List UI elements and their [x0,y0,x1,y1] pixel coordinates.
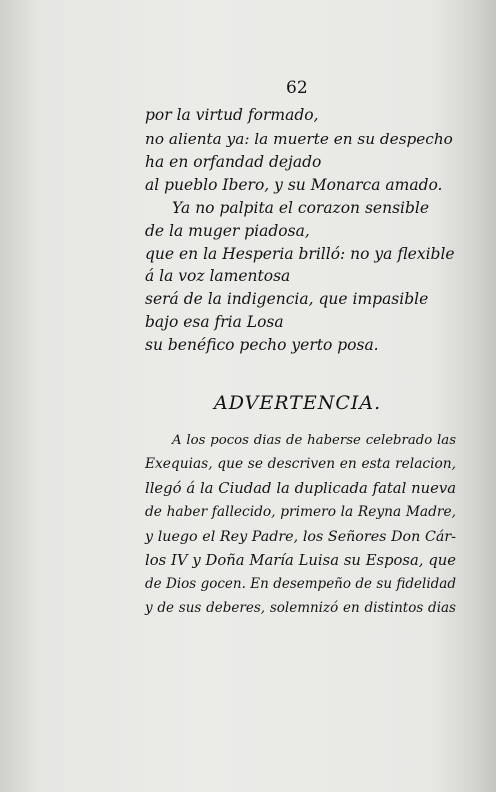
prose-line: los IV y Doña María Luisa su Esposa, que [145,552,456,569]
prose-line: de haber fallecido, primero la Reyna Madre, [145,504,456,520]
section-heading: ADVERTENCIA. [214,392,382,414]
verse-line: que en la Hesperia brilló: no ya flexible [145,245,455,263]
verse-line: Ya no palpita el corazon sensible [172,199,430,217]
verse-line: por la virtud formado, [145,106,319,124]
page-number: 62 [286,78,308,98]
prose-line: de Dios gocen. En desempeño de su fidelidad [145,576,456,592]
verse-line: á la voz lamentosa [145,267,291,285]
verse-line: no alienta ya: la muerte en su despecho [145,130,453,148]
verse-line: su benéfico pecho yerto posa. [145,336,379,354]
verse-line: bajo esa fria Losa [145,313,284,331]
verse-line: será de la indigencia, que impasible [145,290,429,308]
verse-line: ha en orfandad dejado [145,153,322,171]
prose-line: Exequias, que se descriven en esta relacion, [145,456,456,472]
prose-line: y luego el Rey Padre, los Señores Don Cár- [145,529,456,545]
prose-line: y de sus deberes, solemnizó en distintos dias [145,600,456,616]
verse-line: de la muger piadosa, [145,222,310,240]
verse-line: al pueblo Ibero, y su Monarca amado. [145,176,443,194]
prose-line: A los pocos dias de haberse celebrado las [172,433,456,448]
prose-line: llegó á la Ciudad la duplicada fatal nueva [145,480,456,497]
